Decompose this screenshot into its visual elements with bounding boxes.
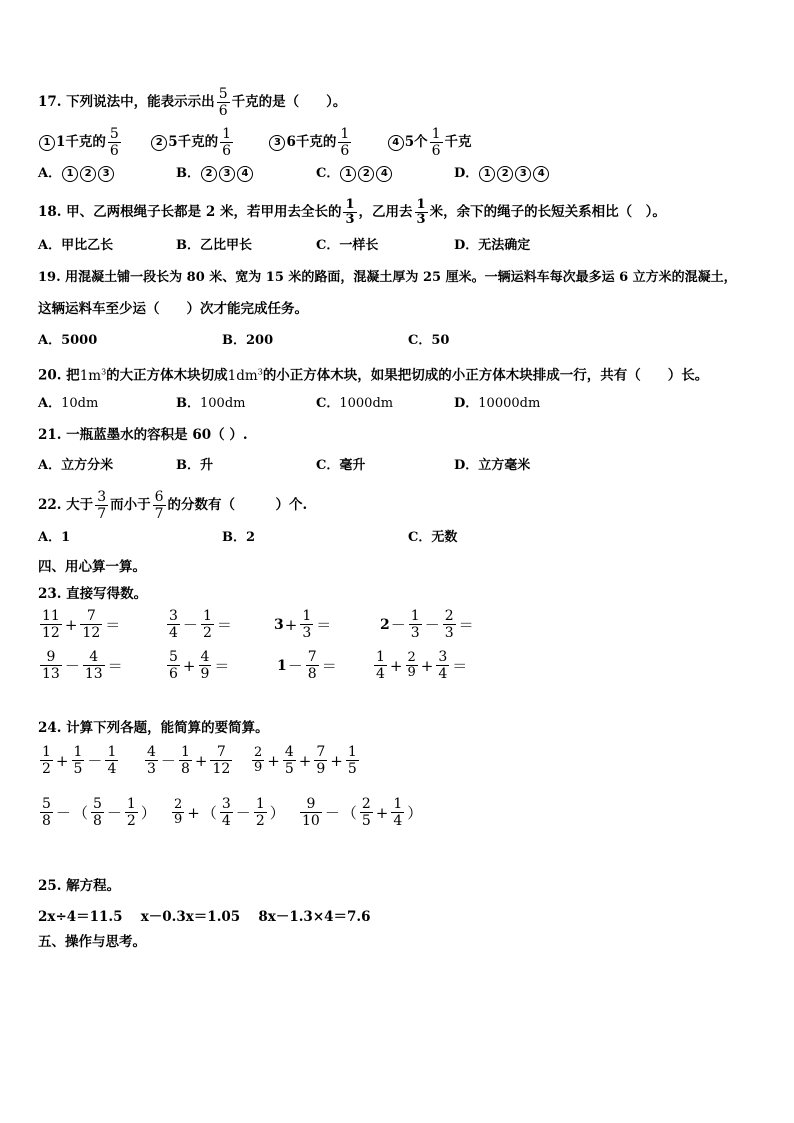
q18-fraction-2: $\frac{1}{3}$ xyxy=(416,197,426,227)
q23-item-8: $\frac{1}{4}$ + $\frac{2}{9}$ + $\frac{3}{4}$ ＝ xyxy=(376,649,468,682)
q18-option-c[interactable]: C．一样长 xyxy=(316,238,379,253)
q18-option-d[interactable]: D．无法确定 xyxy=(454,238,531,253)
q19-option-a[interactable]: A．5000 xyxy=(38,333,98,348)
q22-option-b[interactable]: B．2 xyxy=(222,530,256,545)
q17-statement-4: 4 5个 $\frac{1}{6}$ 千克 xyxy=(387,134,472,150)
q24-item-4: $\frac{5}{8}$ － （ $\frac{5}{8}$ － $\frac{1}{2}$ ） xyxy=(42,796,156,829)
q20-option-a[interactable]: A．10dm xyxy=(38,396,99,411)
q24-item-5: $\frac{2}{9}$ + （ $\frac{3}{4}$ － $\frac{1}{2}$ ） xyxy=(174,796,285,829)
q23-title: 23. 直接写得数。 xyxy=(38,586,148,602)
q20-option-c[interactable]: C．1000dm xyxy=(316,396,394,411)
q25-title: 25. 解方程。 xyxy=(38,878,121,894)
q17-statement-2: 2 5千克的 $\frac{1}{6}$ xyxy=(150,134,235,150)
q23-item-4: 2 － $\frac{1}{3}$ － $\frac{2}{3}$ ＝ xyxy=(380,608,474,641)
q21-option-a[interactable]: A．立方分米 xyxy=(38,458,114,473)
q24-item-6: $\frac{9}{10}$ － （ $\frac{2}{5}$ + $\frac{1}{4}$ ） xyxy=(302,796,423,829)
q17-option-a[interactable]: A． 1 2 3 xyxy=(38,164,115,184)
q19-option-b[interactable]: B．200 xyxy=(222,333,274,348)
q22-option-c[interactable]: C．无数 xyxy=(408,530,458,545)
q24-item-3: $\frac{2}{9}$ + $\frac{4}{5}$ + $\frac{7}{9}$ + $\frac{1}{5}$ xyxy=(254,744,357,777)
q21-option-d[interactable]: D．立方毫米 xyxy=(454,458,531,473)
q18-option-b[interactable]: B．乙比甲长 xyxy=(176,238,252,253)
q20-stem: 20. 把$1m^3$的大正方体木块切成$1dm^3$的小正方体木块，如果把切成的小正方体木块排成一行，共有（ ）长。 xyxy=(38,367,709,384)
q23-item-6: $\frac{5}{6}$ + $\frac{4}{9}$ ＝ xyxy=(169,649,230,682)
q17-statement-3: 3 6千克的 $\frac{1}{6}$ xyxy=(268,134,353,150)
q17-stem-text-a: 17. 下列说法中，能表示示出 xyxy=(38,94,215,110)
section-5-heading: 五、操作与思考。 xyxy=(38,934,146,950)
q24-item-2: $\frac{4}{3}$ － $\frac{1}{8}$ + $\frac{7}{12}$ xyxy=(147,744,231,777)
q19-stem-line2: 这辆运料车至少运（ ）次才能完成任务。 xyxy=(38,301,308,317)
q25-equations: 2x÷4＝11.5 x－0.3x＝1.05 8x－1.3×4＝7.6 xyxy=(38,909,371,925)
q23-item-3: 3 + $\frac{1}{3}$ ＝ xyxy=(274,608,332,641)
q24-item-1: $\frac{1}{2}$ + $\frac{1}{5}$ － $\frac{1}{4}$ xyxy=(42,744,117,777)
q23-item-7: 1 － $\frac{7}{8}$ ＝ xyxy=(277,649,337,682)
q18-option-a[interactable]: A．甲比乙长 xyxy=(38,238,114,253)
q17-option-b[interactable]: B． 2 3 4 xyxy=(176,164,254,184)
q17-stem xyxy=(38,86,346,119)
section-4-heading: 四、用心算一算。 xyxy=(38,559,146,575)
q20-unit-dm3: $1dm^3$ xyxy=(227,367,263,384)
q23-item-1: $\frac{11}{12}$ + $\frac{7}{12}$ ＝ xyxy=(42,608,121,641)
q20-option-d[interactable]: D．10000dm xyxy=(454,396,541,411)
q20-unit-m3: $1m^3$ xyxy=(79,367,107,384)
q17-stem-text-b: 千克的是（ ）。 xyxy=(231,94,347,110)
q22-option-a[interactable]: A．1 xyxy=(38,530,71,545)
q22-stem: 22. 大于 $\frac{3}{7}$ 而小于 $\frac{6}{7}$ 的分数有（ ）个. xyxy=(38,489,308,522)
q22-fraction-1: $\frac{3}{7}$ xyxy=(97,489,107,522)
q17-fraction: $\frac{5}{6}$ xyxy=(218,86,228,119)
q19-option-c[interactable]: C．50 xyxy=(408,333,450,348)
q23-item-2: $\frac{3}{4}$ － $\frac{1}{2}$ ＝ xyxy=(169,608,232,641)
q17-statements xyxy=(38,126,472,159)
q21-option-b[interactable]: B．升 xyxy=(176,458,213,473)
q23-item-5: $\frac{9}{13}$ － $\frac{4}{13}$ ＝ xyxy=(42,649,123,682)
q24-title: 24. 计算下列各题，能简算的要简算。 xyxy=(38,720,269,736)
q18-fraction-1: $\frac{1}{3}$ xyxy=(345,197,355,227)
q21-stem: 21. 一瓶蓝墨水的容积是 60（ ）. xyxy=(38,427,248,443)
q17-option-d[interactable]: D． 1 2 3 4 xyxy=(454,164,550,184)
q18-stem: 18. 甲、乙两根绳子长都是 2 米，若甲用去全长的 $\frac{1}{3}$ ，乙用去 $\frac{1}{3}$ 米，余下的绳子的长短关系相比（ ）。 xyxy=(38,197,666,227)
q17-statement-1: 1 1千克的 $\frac{5}{6}$ xyxy=(38,134,123,150)
q21-option-c[interactable]: C．毫升 xyxy=(316,458,366,473)
q19-stem-line1: 19. 用混凝土铺一段长为 80 米、宽为 15 米的路面，混凝土厚为 25 厘米。一辆运料车每次最多运 6 立方米的混凝土， xyxy=(38,270,737,285)
q22-fraction-2: $\frac{6}{7}$ xyxy=(154,489,164,522)
q20-option-b[interactable]: B．100dm xyxy=(176,396,246,411)
q17-option-c[interactable]: C． 1 2 4 xyxy=(316,164,393,184)
